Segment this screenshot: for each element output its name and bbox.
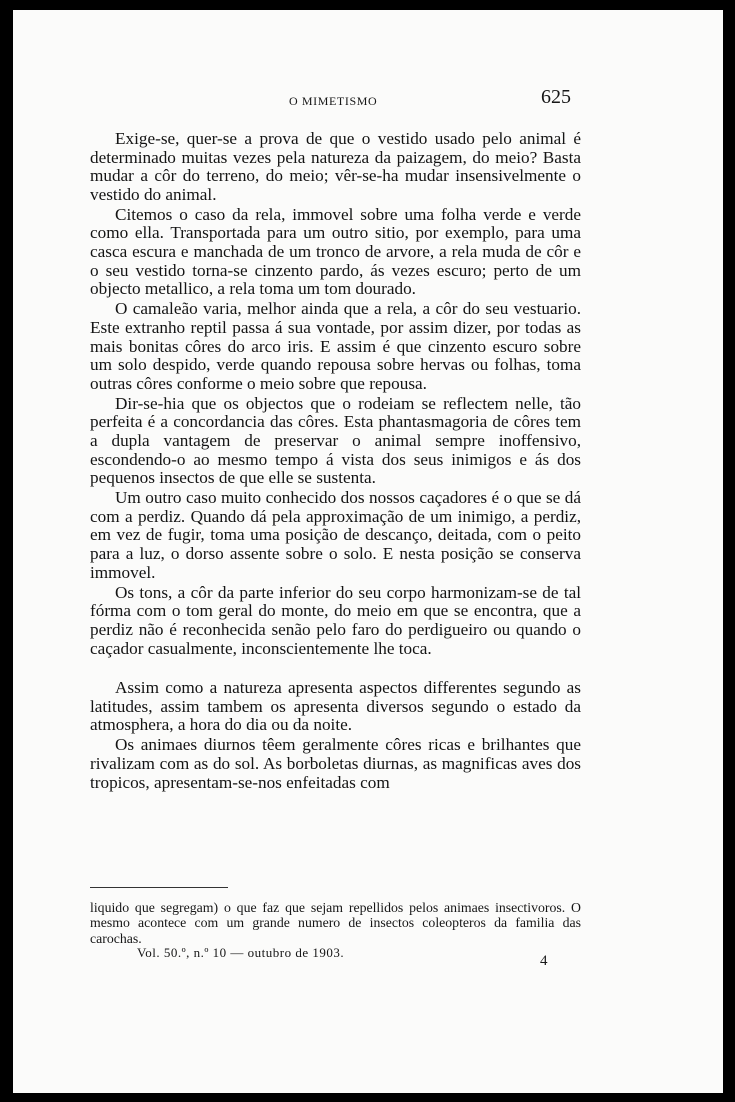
paragraph: O camaleão varia, melhor ainda que a rela, a côr do seu vestuario. Este extranho reptil passa á sua vontade, por assim dizer, por todas as mais bonitas côres do arco iris. E assim é que cinzento escuro sobre um solo despido, verde quando repousa sobre hervas ou folhas, toma outras côres conforme o meio sobre que repousa. — [90, 299, 581, 393]
paragraph: Os animaes diurnos têem geralmente côres ricas e brilhantes que rivalizam com as do sol. As borboletas diurnas, as magnificas aves dos tropicos, apresentam-se-nos enfeitadas com — [90, 735, 581, 792]
footnote-text: liquido que segregam) o que faz que sejam repellidos pelos animaes insectivoros. O mesmo acontece com um grande numero de insectos coleopteros da familia das carochas. — [90, 900, 581, 946]
paragraph: Os tons, a côr da parte inferior do seu corpo harmonizam-se de tal fórma com o tom geral do monte, do meio em que se encontra, que a perdiz não é reconhecida senão pelo faro do perdigueiro ou quando o caçador casualmente, inconscientemente lhe toca. — [90, 582, 581, 658]
running-title: O MIMETISMO — [289, 94, 378, 108]
paragraph: Citemos o caso da rela, immovel sobre uma folha verde e verde como ella. Transportada para um outro sitio, por exemplo, para uma casca escura e manchada de um tronco de arvore, a rela muda de côr e o seu vestido torna-se cinzento pardo, ás vezes escuro; perto de um objecto metallico, a rela toma um tom dourado. — [90, 204, 581, 299]
body-text — [90, 130, 581, 792]
page-number: 625 — [541, 86, 571, 108]
volume-info: Vol. 50.º, n.º 10 — outubro de 1903. — [137, 945, 345, 960]
signature-mark: 4 — [540, 953, 548, 969]
paragraph: Um outro caso muito conhecido dos nossos caçadores é o que se dá com a perdiz. Quando dá pela approximação de um inimigo, a perdiz, em vez de fugir, toma uma posição de descanço, deitada, com o peito para a luz, o dorso assente sobre o solo. E nesta posição se conserva immovel. — [90, 488, 581, 582]
footnote — [90, 900, 581, 946]
paragraph: Dir-se-hia que os objectos que o rodeiam se reflectem nelle, tão perfeita é a concordancia das côres. Esta phantasmagoria de côres tem a dupla vantagem de preservar o animal sempre inoffensivo, escondendo-o ao mesmo tempo á vista dos seus inimigos e ás dos pequenos insectos de que elle se sustenta. — [90, 393, 581, 488]
footnote-divider — [90, 887, 228, 888]
paragraph: Assim como a natureza apresenta aspectos differentes segundo as latitudes, assim tambem os apresenta diversos segundo o estado da atmosphera, a hora do dia ou da noite. — [90, 678, 581, 735]
book-page — [13, 10, 723, 1093]
paragraph: Exige-se, quer-se a prova de que o vestido usado pelo animal é determinado muitas vezes pela natureza da paizagem, do meio? Basta mudar a côr do terreno, do meio; vêr-se-ha mudar insensivelmente o vestido do animal. — [90, 129, 581, 204]
